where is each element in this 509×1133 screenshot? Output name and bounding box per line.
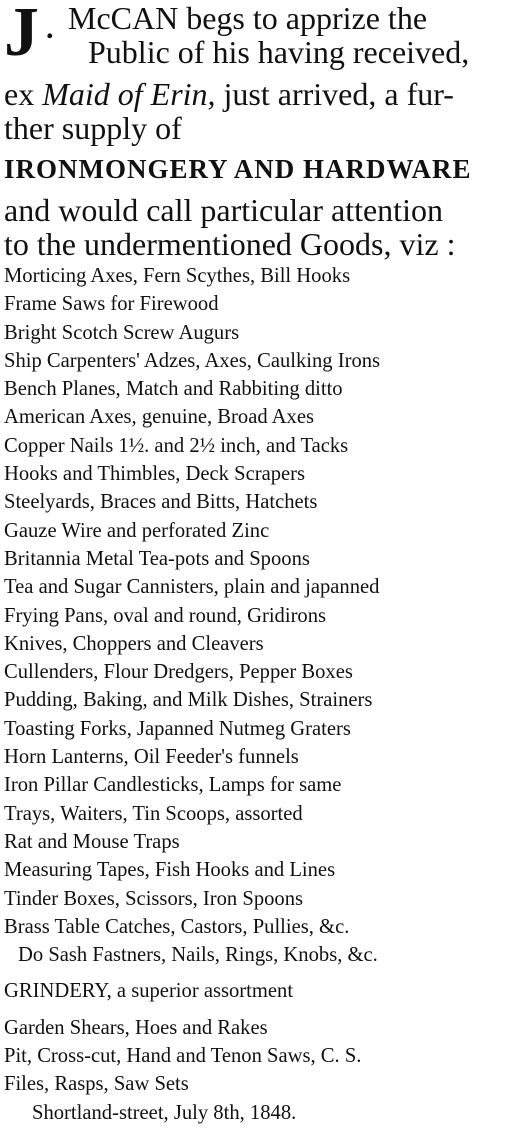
goods-item: Gauze Wire and perforated Zinc <box>4 519 270 542</box>
goods-item: Files, Rasps, Saw Sets <box>4 1073 189 1096</box>
intro-line-3 <box>4 78 454 110</box>
goods-item: Pit, Cross-cut, Hand and Tenon Saws, C. S. <box>4 1045 362 1068</box>
goods-item: Pudding, Baking, and Milk Dishes, Strainers <box>4 689 373 712</box>
intro-line-2: Public of his having received, <box>88 34 470 70</box>
goods-item: Bright Scotch Screw Augurs <box>4 321 240 344</box>
goods-list <box>4 262 509 1127</box>
goods-item: Toasting Forks, Japanned Nutmeg Graters <box>4 717 351 740</box>
ship-name: Maid of Erin, <box>42 76 216 112</box>
intro-line-3-suffix: just arrived, a fur- <box>215 76 454 112</box>
goods-item: Cullenders, Flour Dredgers, Pepper Boxes <box>4 661 353 684</box>
intro-line-7: to the undermentioned Goods, viz : <box>4 226 456 262</box>
goods-item: Iron Pillar Candlesticks, Lamps for same <box>4 774 342 797</box>
advert-header <box>0 0 509 262</box>
closing-address-date: Shortland-street, July 8th, 1848. <box>32 1101 297 1124</box>
goods-item: Trays, Waiters, Tin Scoops, assorted <box>4 802 303 825</box>
drop-cap-period: . <box>46 12 54 45</box>
goods-item: Frame Saws for Firewood <box>4 293 219 316</box>
goods-item: Garden Shears, Hoes and Rakes <box>4 1016 268 1039</box>
list-spacer <box>4 1006 509 1014</box>
goods-item: Horn Lanterns, Oil Feeder's funnels <box>4 746 299 769</box>
section-heading-ironmongery: IRONMONGERY AND HARDWARE <box>4 154 472 184</box>
grindery-line: GRINDERY, a superior assortment <box>4 980 294 1003</box>
goods-item: Copper Nails 1½. and 2½ inch, and Tacks <box>4 434 349 457</box>
goods-item: Britannia Metal Tea-pots and Spoons <box>4 547 310 570</box>
drop-cap-initial: J <box>4 0 39 71</box>
goods-item: Frying Pans, oval and round, Gridirons <box>4 604 327 627</box>
goods-item: Morticing Axes, Fern Scythes, Bill Hooks <box>4 265 351 287</box>
goods-item: Measuring Tapes, Fish Hooks and Lines <box>4 859 336 882</box>
goods-item: Hooks and Thimbles, Deck Scrapers <box>4 463 306 486</box>
intro-line-4: ther supply of <box>4 110 182 146</box>
goods-item: Tinder Boxes, Scissors, Iron Spoons <box>4 887 304 910</box>
goods-item: Tea and Sugar Cannisters, plain and japanned <box>4 576 380 599</box>
goods-item: Rat and Mouse Traps <box>4 830 180 853</box>
list-spacer <box>4 969 509 977</box>
intro-line-3-prefix: ex <box>4 76 43 112</box>
goods-item: Bench Planes, Match and Rabbiting ditto <box>4 378 343 401</box>
goods-item: Ship Carpenters' Adzes, Axes, Caulking Irons <box>4 349 381 372</box>
goods-item: American Axes, genuine, Broad Axes <box>4 406 314 429</box>
intro-line-1: McCAN begs to apprize the <box>68 0 428 36</box>
goods-item: Do Sash Fastners, Nails, Rings, Knobs, &c. <box>18 944 378 967</box>
goods-item: Brass Table Catches, Castors, Pullies, &c. <box>4 915 350 938</box>
goods-item: Steelyards, Braces and Bitts, Hatchets <box>4 491 318 514</box>
intro-line-6: and would call particular attention <box>4 192 443 228</box>
goods-item: Knives, Choppers and Cleavers <box>4 632 264 655</box>
